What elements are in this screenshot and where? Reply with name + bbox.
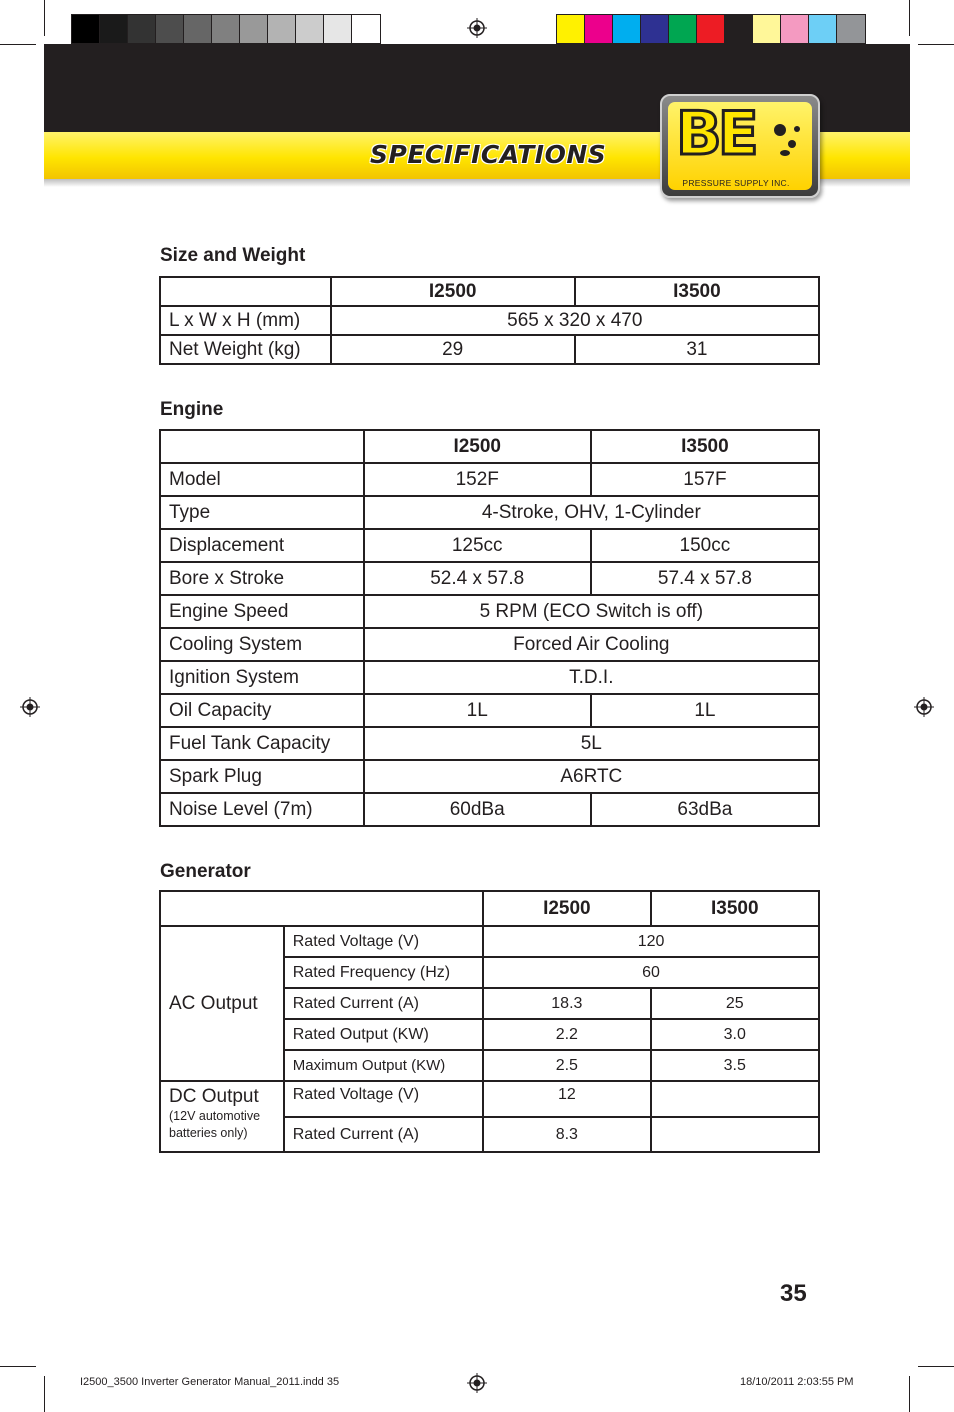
- value-i3500: 3.5: [651, 1050, 819, 1081]
- crop-mark: [909, 0, 910, 36]
- header-cell: I2500: [483, 891, 650, 926]
- value-i2500: 60dBa: [364, 793, 591, 826]
- footer-file-info: I2500_3500 Inverter Generator Manual_2011.indd 35: [80, 1376, 340, 1388]
- header-cell: I3500: [591, 430, 819, 463]
- engine-table: [159, 429, 820, 827]
- value-i2500: 29: [331, 335, 575, 364]
- table-header-row: [160, 430, 819, 463]
- color-swatch: [753, 15, 781, 43]
- crop-mark: [0, 44, 36, 45]
- row-label: Fuel Tank Capacity: [160, 727, 364, 760]
- row-label: Rated Frequency (Hz): [284, 957, 483, 988]
- page-number: 35: [780, 1280, 807, 1307]
- row-label: Spark Plug: [160, 760, 364, 793]
- logo-splash: [788, 140, 796, 148]
- table-row: [160, 529, 819, 562]
- shared-value: 120: [483, 926, 819, 957]
- dc-output-cell: [160, 1081, 284, 1152]
- shared-value: 60: [483, 957, 819, 988]
- brand-logo: [660, 94, 820, 198]
- value-i2500: 12: [483, 1081, 650, 1117]
- row-label: Cooling System: [160, 628, 364, 661]
- value-i3500: 3.0: [651, 1019, 819, 1050]
- color-swatch: [641, 15, 669, 43]
- color-swatch: [212, 15, 240, 43]
- crop-mark: [909, 1376, 910, 1412]
- table-row: [160, 661, 819, 694]
- crop-mark: [44, 0, 45, 36]
- value-i2500: 152F: [364, 463, 591, 496]
- color-swatch: [240, 15, 268, 43]
- shared-value: Forced Air Cooling: [364, 628, 819, 661]
- row-label: L x W x H (mm): [160, 306, 331, 335]
- table-row: [160, 496, 819, 529]
- registration-mark-icon: [20, 697, 40, 717]
- table-row: [160, 926, 819, 957]
- header-cell: I3500: [651, 891, 819, 926]
- header-cell: I3500: [575, 277, 819, 306]
- value-i2500: 18.3: [483, 988, 650, 1019]
- color-swatch: [268, 15, 296, 43]
- crop-mark: [0, 1366, 36, 1367]
- color-swatch: [809, 15, 837, 43]
- value-i3500: 157F: [591, 463, 819, 496]
- logo-splash: [780, 150, 790, 156]
- size-weight-table: [159, 276, 820, 365]
- table-header-row: [160, 891, 819, 926]
- row-label: Rated Voltage (V): [284, 1081, 483, 1117]
- generator-table: [159, 890, 820, 1153]
- page-title: SPECIFICATIONS: [370, 140, 607, 169]
- table-row: [160, 335, 819, 364]
- color-swatch: [697, 15, 725, 43]
- row-label: Displacement: [160, 529, 364, 562]
- value-i3500: 31: [575, 335, 819, 364]
- shared-value: 5L: [364, 727, 819, 760]
- value-i3500: 57.4 x 57.8: [591, 562, 819, 595]
- color-swatch: [352, 15, 380, 43]
- row-label: Rated Current (A): [284, 1117, 483, 1152]
- color-swatch: [296, 15, 324, 43]
- table-row: [160, 562, 819, 595]
- value-i3500: 63dBa: [591, 793, 819, 826]
- row-label: Ignition System: [160, 661, 364, 694]
- section-title-size-weight: Size and Weight: [160, 245, 306, 266]
- header-cell: I2500: [364, 430, 591, 463]
- value-i2500: 2.2: [483, 1019, 650, 1050]
- color-swatch: [184, 15, 212, 43]
- row-label: Model: [160, 463, 364, 496]
- row-label: Rated Output (KW): [284, 1019, 483, 1050]
- color-swatch: [100, 15, 128, 43]
- grayscale-color-bar: [71, 14, 381, 44]
- logo-splash: [774, 124, 786, 136]
- value-i2500: 8.3: [483, 1117, 650, 1152]
- header-cell: [160, 430, 364, 463]
- registration-mark-icon: [467, 1373, 487, 1393]
- color-swatch: [781, 15, 809, 43]
- dc-output-label: DC Output: [169, 1086, 259, 1107]
- value-i2500: 52.4 x 57.8: [364, 562, 591, 595]
- shared-value: T.D.I.: [364, 661, 819, 694]
- shared-value: 565 x 320 x 470: [331, 306, 819, 335]
- color-swatch: [613, 15, 641, 43]
- table-row: [160, 727, 819, 760]
- color-swatch: [324, 15, 352, 43]
- color-swatch: [585, 15, 613, 43]
- dc-output-note: (12V automotive batteries only): [169, 1109, 261, 1140]
- header-cell: [160, 277, 331, 306]
- value-i3500: 25: [651, 988, 819, 1019]
- color-swatch: [128, 15, 156, 43]
- table-header-row: [160, 277, 819, 306]
- section-title-engine: Engine: [160, 399, 224, 420]
- color-swatch: [72, 15, 100, 43]
- table-row: [160, 628, 819, 661]
- table-row: [160, 694, 819, 727]
- ac-output-label: AC Output: [160, 926, 284, 1081]
- logo-splash: [794, 126, 800, 132]
- process-color-bar: [556, 14, 866, 44]
- row-label: Maximum Output (KW): [284, 1050, 483, 1081]
- crop-mark: [918, 44, 954, 45]
- value-i2500: 2.5: [483, 1050, 650, 1081]
- row-label: Rated Current (A): [284, 988, 483, 1019]
- row-label: Engine Speed: [160, 595, 364, 628]
- color-swatch: [669, 15, 697, 43]
- shared-value: A6RTC: [364, 760, 819, 793]
- table-row: [160, 463, 819, 496]
- shared-value: 5 RPM (ECO Switch is off): [364, 595, 819, 628]
- table-row: [160, 760, 819, 793]
- value-i3500: [651, 1117, 819, 1152]
- value-i3500: [651, 1081, 819, 1117]
- row-label: Type: [160, 496, 364, 529]
- value-i3500: 150cc: [591, 529, 819, 562]
- table-row: [160, 595, 819, 628]
- crop-mark: [44, 1376, 45, 1412]
- table-row: [160, 1081, 819, 1117]
- row-label: Oil Capacity: [160, 694, 364, 727]
- row-label: Rated Voltage (V): [284, 926, 483, 957]
- registration-mark-icon: [467, 18, 487, 38]
- row-label: Net Weight (kg): [160, 335, 331, 364]
- color-swatch: [837, 15, 865, 43]
- table-row: [160, 306, 819, 335]
- logo-letters: BE: [676, 99, 755, 169]
- row-label: Noise Level (7m): [160, 793, 364, 826]
- registration-mark-icon: [914, 697, 934, 717]
- color-swatch: [557, 15, 585, 43]
- color-swatch: [156, 15, 184, 43]
- footer-timestamp: 18/10/2011 2:03:55 PM: [740, 1376, 854, 1388]
- section-title-generator: Generator: [160, 861, 251, 882]
- color-swatch: [725, 15, 753, 43]
- header-cell: [160, 891, 483, 926]
- value-i2500: 125cc: [364, 529, 591, 562]
- row-label: Bore x Stroke: [160, 562, 364, 595]
- table-row: [160, 793, 819, 826]
- logo-subtext: PRESSURE SUPPLY INC.: [682, 178, 790, 188]
- value-i3500: 1L: [591, 694, 819, 727]
- value-i2500: 1L: [364, 694, 591, 727]
- shared-value: 4-Stroke, OHV, 1-Cylinder: [364, 496, 819, 529]
- header-cell: I2500: [331, 277, 575, 306]
- crop-mark: [918, 1366, 954, 1367]
